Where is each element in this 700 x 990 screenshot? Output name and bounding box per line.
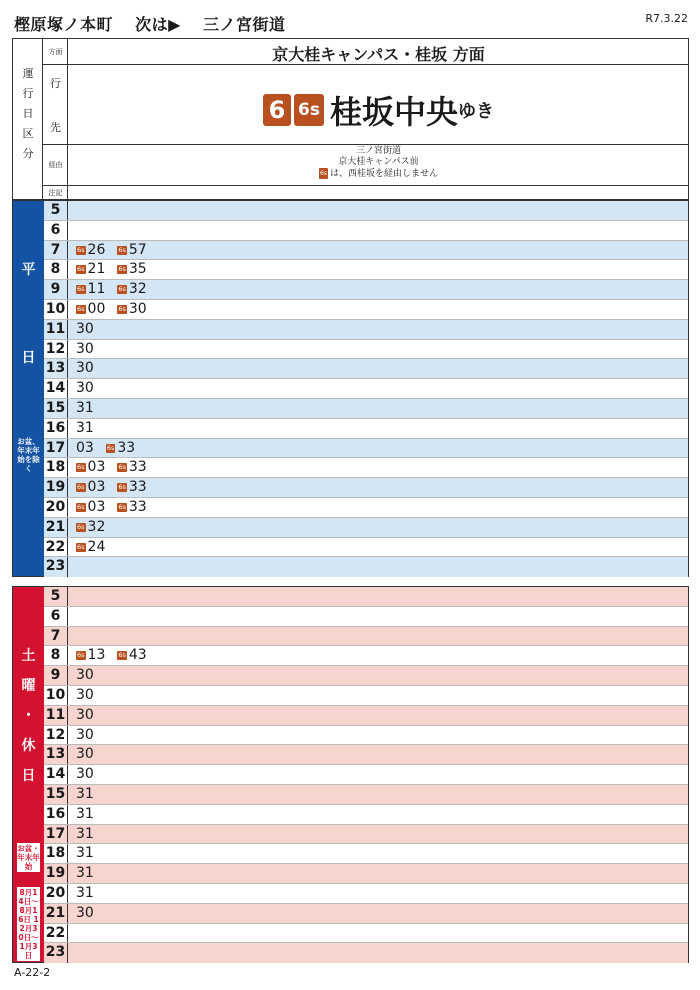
minute-value: 33 — [128, 479, 147, 496]
hour-cell: 21 — [44, 518, 68, 537]
divider — [43, 185, 688, 186]
route-6s-tag: 6s — [106, 443, 115, 452]
departure-time — [76, 399, 94, 418]
destination-name: 桂坂中央 — [329, 93, 458, 131]
table-row — [44, 805, 688, 825]
table-row — [44, 538, 688, 558]
departure-time — [76, 419, 94, 438]
minutes-cell — [76, 805, 106, 824]
hour-cell: 11 — [44, 706, 68, 725]
hour-cell: 5 — [44, 587, 68, 606]
minute-value: 00 — [87, 300, 106, 317]
weekend-label-column — [13, 587, 44, 962]
departure-time — [117, 300, 146, 319]
hour-cell: 23 — [44, 943, 68, 963]
weekend-label-2: 曜 — [21, 678, 36, 694]
departure-time — [117, 260, 146, 279]
minutes-cell — [76, 340, 106, 359]
table-row — [44, 260, 688, 280]
hour-cell: 13 — [44, 359, 68, 378]
minute-value: 30 — [76, 686, 94, 703]
minutes-cell — [76, 478, 159, 497]
minutes-cell — [76, 745, 106, 764]
departure-time — [76, 379, 94, 398]
departure-time — [76, 706, 94, 725]
minutes-cell — [76, 686, 106, 705]
minute-value: 24 — [87, 538, 106, 555]
minute-value: 13 — [87, 647, 106, 664]
hour-cell: 12 — [44, 340, 68, 359]
departure-time — [76, 844, 94, 863]
hour-cell: 6 — [44, 607, 68, 626]
hour-cell: 9 — [44, 280, 68, 299]
revision-date: R7.3.22 — [645, 12, 688, 25]
hour-cell: 21 — [44, 904, 68, 923]
hour-cell: 20 — [44, 884, 68, 903]
minutes-cell — [76, 785, 106, 804]
minute-value: 11 — [87, 281, 106, 298]
route-6s-tag: 6s — [77, 651, 85, 660]
hour-cell: 18 — [44, 458, 68, 477]
table-row — [44, 320, 688, 340]
route-badge: 6 — [263, 94, 291, 126]
table-row — [44, 399, 688, 419]
minutes-cell — [76, 379, 106, 398]
departure-time — [117, 478, 146, 497]
table-row — [44, 765, 688, 785]
table-row — [44, 627, 688, 647]
departure-time — [76, 320, 94, 339]
weekend-label-5: 日 — [21, 768, 36, 784]
hour-cell: 7 — [44, 627, 68, 646]
weekend-label-3: ・ — [21, 708, 36, 724]
hour-cell: 9 — [44, 666, 68, 685]
table-row — [44, 498, 688, 518]
weekday-timetable — [12, 200, 689, 577]
table-row — [44, 785, 688, 805]
table-row — [44, 340, 688, 360]
table-row — [44, 359, 688, 379]
hour-cell: 7 — [44, 241, 68, 260]
minute-value: 33 — [128, 459, 147, 476]
departure-time — [76, 458, 105, 477]
table-row — [44, 745, 688, 765]
minutes-cell — [76, 359, 106, 378]
table-row — [44, 844, 688, 864]
via-line-1: 三ノ宮街道 — [355, 146, 401, 156]
table-row — [44, 478, 688, 498]
service-day-label: 運 行 日 区 分 — [22, 67, 34, 160]
route-6s-tag: 6s — [77, 245, 85, 254]
departure-time — [76, 864, 94, 883]
minute-value: 30 — [76, 706, 94, 723]
remarks-label: 注記 — [48, 189, 63, 197]
minutes-cell — [76, 884, 106, 903]
departure-time — [76, 825, 94, 844]
route-6s-tag: 6s — [118, 483, 126, 492]
minutes-cell — [76, 904, 106, 923]
hour-cell: 12 — [44, 726, 68, 745]
minute-value: 31 — [76, 865, 94, 882]
minute-value: 31 — [76, 785, 94, 802]
minute-value: 30 — [128, 300, 147, 317]
departure-time — [117, 458, 146, 477]
table-row — [44, 458, 688, 478]
hour-cell: 16 — [44, 805, 68, 824]
minute-value: 57 — [128, 241, 147, 258]
route-6s-tag: 6s — [118, 502, 126, 511]
route-6s-tag: 6s — [77, 542, 85, 551]
hour-cell: 16 — [44, 419, 68, 438]
via-note-text: は、西桂坂を経由しません — [329, 169, 438, 179]
table-row — [44, 924, 688, 944]
departure-time — [76, 726, 94, 745]
route-6s-tag: 6s — [118, 285, 126, 294]
table-row — [44, 419, 688, 439]
route-sign — [12, 38, 689, 200]
minute-value: 30 — [76, 746, 94, 763]
weekend-timetable — [12, 586, 689, 963]
departure-time — [76, 785, 94, 804]
minute-value: 03 — [87, 459, 106, 476]
table-row — [44, 726, 688, 746]
minutes-cell — [76, 666, 106, 685]
minute-value: 31 — [76, 805, 94, 822]
table-row — [44, 607, 688, 627]
table-row — [44, 864, 688, 884]
weekend-label-4: 休 — [21, 738, 36, 754]
minute-value: 03 — [87, 498, 106, 515]
hour-cell: 8 — [44, 646, 68, 665]
hour-cell: 19 — [44, 478, 68, 497]
minute-value: 21 — [87, 261, 106, 278]
hour-cell: 11 — [44, 320, 68, 339]
hour-cell: 17 — [44, 825, 68, 844]
departure-time — [76, 765, 94, 784]
stop-name: 樫原塚ノ本町 — [14, 15, 114, 34]
table-row — [44, 379, 688, 399]
minutes-cell — [76, 518, 117, 537]
hour-cell: 10 — [44, 686, 68, 705]
direction-label: 方面 — [48, 48, 63, 56]
hour-cell: 8 — [44, 260, 68, 279]
minutes-cell — [76, 765, 106, 784]
minute-value: 43 — [128, 647, 147, 664]
hour-cell: 22 — [44, 924, 68, 943]
via-note-tag: 6s — [320, 170, 327, 177]
departure-time — [106, 439, 135, 458]
departure-time — [76, 884, 94, 903]
minutes-cell — [76, 419, 106, 438]
route-6s-tag: 6s — [77, 522, 85, 531]
departure-time — [117, 646, 146, 665]
hour-cell: 22 — [44, 538, 68, 557]
departure-time — [76, 686, 94, 705]
table-row — [44, 904, 688, 924]
minutes-cell — [76, 706, 106, 725]
destination-suffix: ゆき — [458, 101, 494, 122]
departure-time — [76, 646, 105, 665]
table-row — [44, 884, 688, 904]
table-row — [44, 706, 688, 726]
via-label: 経由 — [48, 161, 63, 169]
minute-value: 30 — [76, 320, 94, 337]
table-row — [44, 518, 688, 538]
via-line-2: 京大桂キャンパス前 — [338, 157, 419, 167]
minute-value: 30 — [76, 667, 94, 684]
divider — [43, 144, 688, 145]
hour-cell: 5 — [44, 201, 68, 220]
weekday-note: お盆、年末年始を除く — [17, 437, 40, 473]
minutes-cell — [76, 439, 147, 458]
destination — [69, 87, 688, 133]
minute-value: 30 — [76, 340, 94, 357]
weekend-rows — [44, 587, 688, 963]
hour-cell: 15 — [44, 785, 68, 804]
minute-value: 31 — [76, 884, 94, 901]
minutes-cell — [76, 726, 106, 745]
route-6s-tag: 6s — [77, 502, 85, 511]
table-row — [44, 666, 688, 686]
next-stop-name: 三ノ宮街道 — [202, 15, 286, 34]
departure-time — [76, 498, 105, 517]
minutes-cell — [76, 241, 159, 260]
minutes-cell — [76, 646, 159, 665]
minute-value: 30 — [76, 360, 94, 377]
departure-time — [76, 439, 94, 458]
minute-value: 30 — [76, 380, 94, 397]
departure-time — [76, 260, 105, 279]
weekend-label-1: 土 — [21, 648, 36, 664]
departure-time — [76, 359, 94, 378]
minutes-cell — [76, 844, 106, 863]
stop-header — [14, 12, 302, 35]
direction-text: 京大桂キャンパス・桂坂 方面 — [272, 45, 485, 64]
departure-time — [76, 805, 94, 824]
weekend-note-1: お盆・年末年始 — [17, 844, 40, 871]
via-info — [69, 146, 688, 180]
service-day-column — [13, 39, 43, 199]
route-6s-tag: 6s — [118, 304, 126, 313]
hour-cell: 23 — [44, 557, 68, 577]
departure-time — [117, 280, 146, 299]
weekday-rows — [44, 201, 688, 577]
minute-value: 03 — [87, 479, 106, 496]
minute-value: 32 — [128, 281, 147, 298]
weekend-note-2: 8月14日〜8月16日 12月30日〜1月3日 — [18, 888, 39, 960]
minutes-cell — [76, 825, 106, 844]
hour-cell: 14 — [44, 379, 68, 398]
minute-value: 03 — [76, 439, 94, 456]
departure-time — [76, 745, 94, 764]
table-row — [44, 201, 688, 221]
weekday-label-column — [13, 201, 44, 576]
minute-value: 31 — [76, 399, 94, 416]
hour-cell: 19 — [44, 864, 68, 883]
minutes-cell — [76, 538, 117, 557]
route-6s-tag: 6s — [77, 265, 85, 274]
table-row — [44, 587, 688, 607]
departure-time — [76, 666, 94, 685]
departure-time — [117, 498, 146, 517]
route-6s-tag: 6s — [118, 463, 126, 472]
table-row — [44, 221, 688, 241]
minutes-cell — [76, 498, 159, 517]
minutes-cell — [76, 260, 159, 279]
departure-time — [76, 904, 94, 923]
departure-time — [76, 340, 94, 359]
hour-cell: 15 — [44, 399, 68, 418]
minute-value: 26 — [87, 241, 106, 258]
hour-cell: 20 — [44, 498, 68, 517]
route-6s-tag: 6s — [118, 245, 126, 254]
table-row — [44, 439, 688, 459]
route-badge-s: 6s — [294, 94, 324, 126]
destination-label-2: 先 — [50, 121, 61, 134]
minute-value: 30 — [76, 904, 94, 921]
minute-value: 35 — [128, 261, 147, 278]
departure-time — [76, 280, 105, 299]
next-label: 次は▶ — [135, 15, 181, 34]
minutes-cell — [76, 864, 106, 883]
minutes-cell — [76, 320, 106, 339]
departure-time — [76, 241, 105, 260]
route-6s-tag: 6s — [118, 651, 126, 660]
minutes-cell — [76, 280, 159, 299]
departure-time — [76, 518, 105, 537]
table-row — [44, 825, 688, 845]
table-row — [44, 943, 688, 963]
hour-cell: 13 — [44, 745, 68, 764]
departure-time — [76, 538, 105, 557]
minutes-cell — [76, 458, 159, 477]
minutes-cell — [76, 399, 106, 418]
table-row — [44, 280, 688, 300]
table-row — [44, 686, 688, 706]
departure-time — [76, 300, 105, 319]
hour-cell: 14 — [44, 765, 68, 784]
hour-cell: 18 — [44, 844, 68, 863]
via-note — [69, 168, 688, 180]
hour-cell: 17 — [44, 439, 68, 458]
table-row — [44, 241, 688, 261]
minute-value: 33 — [128, 498, 147, 515]
minutes-cell — [76, 300, 159, 319]
departure-time — [76, 478, 105, 497]
route-6s-tag: 6s — [77, 463, 85, 472]
route-6s-tag: 6s — [77, 483, 85, 492]
route-6s-tag: 6s — [77, 285, 85, 294]
minute-value: 30 — [76, 726, 94, 743]
destination-label-1: 行 — [50, 77, 61, 90]
minute-value: 31 — [76, 825, 94, 842]
route-6s-tag: 6s — [77, 304, 85, 313]
minute-value: 31 — [76, 845, 94, 862]
table-row — [44, 646, 688, 666]
sheet-code: A-22-2 — [14, 966, 51, 979]
weekday-label-1: 平 — [21, 262, 36, 278]
hour-cell: 6 — [44, 221, 68, 240]
table-row — [44, 300, 688, 320]
minute-value: 32 — [87, 518, 106, 535]
minute-value: 33 — [117, 439, 136, 456]
minute-value: 31 — [76, 419, 94, 436]
minute-value: 30 — [76, 766, 94, 783]
table-row — [44, 557, 688, 577]
departure-time — [117, 241, 146, 260]
weekday-label-2: 日 — [21, 350, 36, 366]
route-6s-tag: 6s — [118, 265, 126, 274]
hour-cell: 10 — [44, 300, 68, 319]
